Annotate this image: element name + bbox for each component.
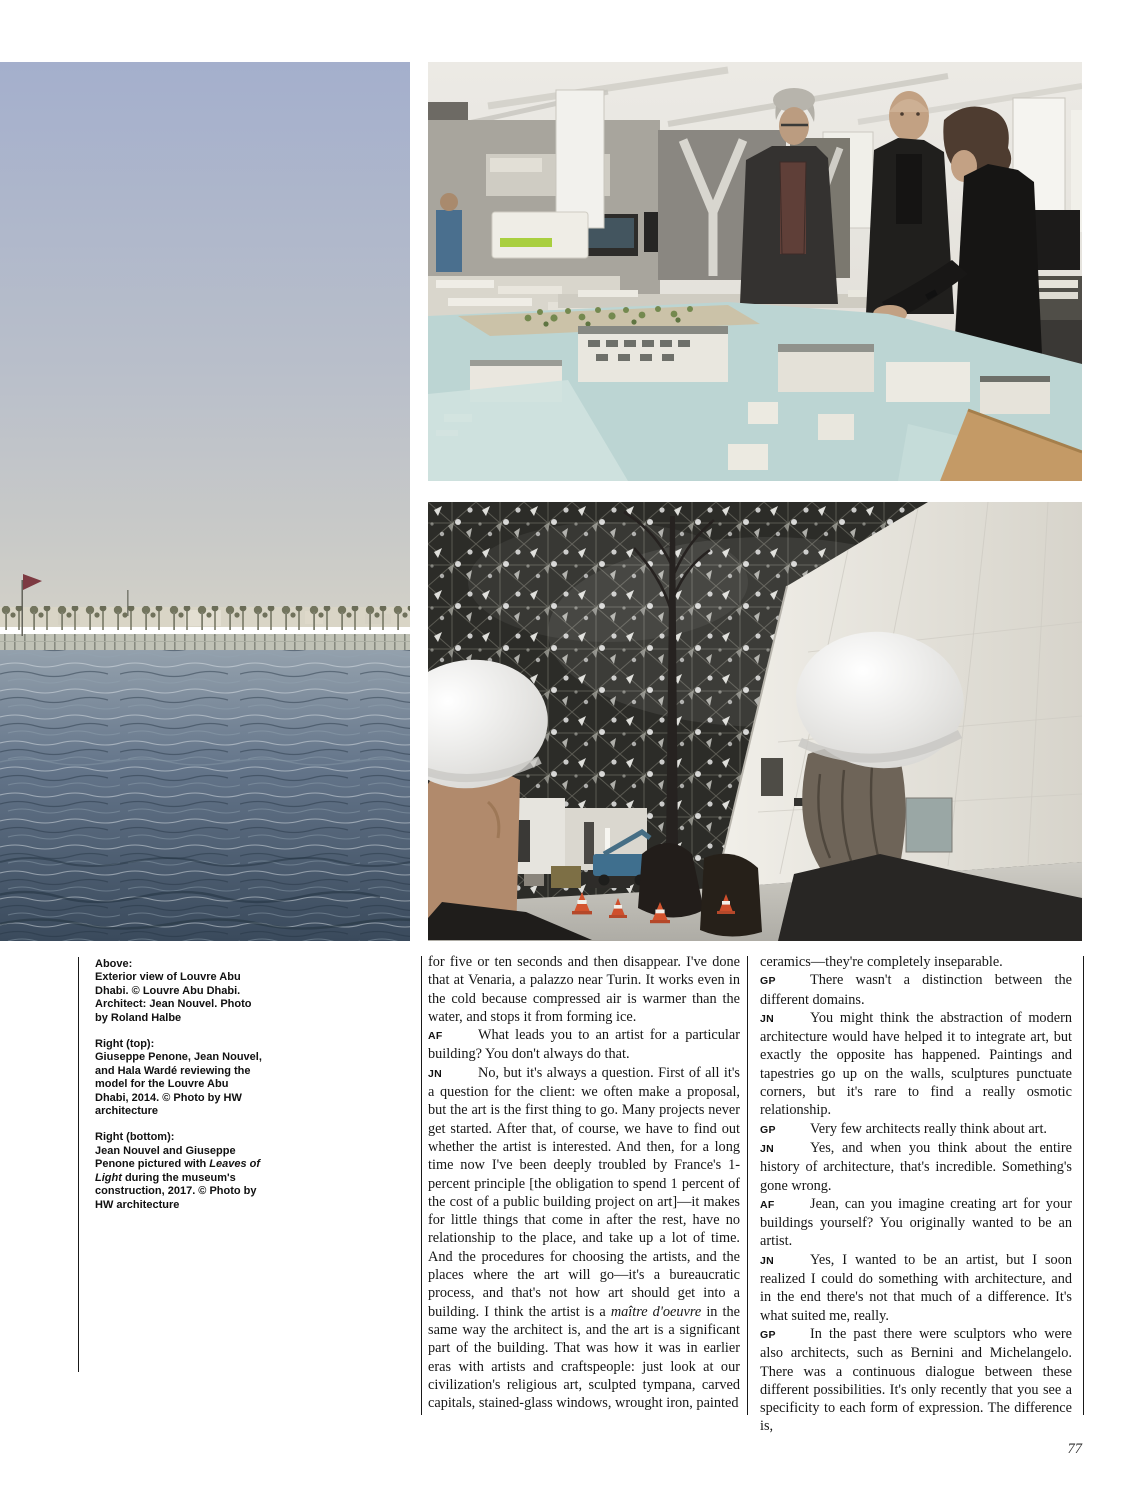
text-segment: ceramics—they're completely inseparable. [760, 954, 1003, 970]
speaker-initials: GP [760, 1328, 776, 1341]
column-rule-middle [747, 956, 748, 1415]
text-segment: What leads you to an artist for a particular building? You don't always do that. [428, 1027, 740, 1063]
text-segment: Yes, I wanted to be an artist, but I soon realized I could do something with architecture, and in the end there's not that much of a difference. It's what suited me, really. [760, 1251, 1072, 1324]
text-segment: Giuseppe Penone, Jean Nouvel, and Hala Wardé reviewing the model for the Louvre Abu Dhabi, 2014. © Photo by HW architecture [95, 1051, 262, 1118]
caption-heading: Above: [95, 958, 133, 970]
caption-text [95, 1145, 263, 1212]
speaker-initials: GP [760, 1123, 776, 1136]
paragraph [760, 1325, 1072, 1436]
paragraph [428, 1064, 740, 1413]
text-segment: No, but it's always a question. First of all it's a question for the client: we often make a proposal, but the art is the first thing to go. Many projects never get started. After that, of course, we have to find out whether the artist is interested. And then, for a long time now I've been deeply troubled by France's 1-percent principle [the obligation to spend 1 percent of the cost of a public building project on art]—it makes for little things that come in after the rest, have no relationship to the place, and take up a lot of time. And the procedures for choosing the artists, and the places where the art will go—it's a bureaucratic process, and that's not how art should get into a building. I think the artist is a [428, 1064, 740, 1320]
text-segment: Leaves of Light [95, 1158, 261, 1184]
speaker-initials: JN [760, 1142, 775, 1155]
captions [95, 958, 263, 1225]
text-segment: Very few architects really think about art. [810, 1120, 1047, 1137]
text-segment: for five or ten seconds and then disappear. I've done that at Venaria, a palazzo near Turin. It works even in the cold because compressed air is warmer than the water, and stops it from forming ice. [428, 954, 740, 1025]
photo-dome-construction [428, 502, 1082, 941]
paragraph [428, 1026, 740, 1064]
paragraph [760, 1139, 1072, 1195]
column-rule-right [1083, 956, 1084, 1415]
speaker-initials: AF [428, 1030, 443, 1043]
speaker-initials: AF [760, 1198, 775, 1211]
photo-sea-exterior [0, 62, 410, 941]
text-segment: There wasn't a distinction between the different domains. [760, 972, 1072, 1008]
paragraph [760, 1195, 1072, 1251]
text-segment: Yes, and when you think about the entire history of architecture, that's incredible. Something's gone wrong. [760, 1139, 1072, 1194]
paragraph [760, 1120, 1072, 1139]
paragraph [760, 971, 1072, 1009]
text-segment: Jean, can you imagine creating art for your buildings yourself? You originally wanted to be an artist. [760, 1195, 1072, 1250]
caption-text [95, 1051, 263, 1118]
speaker-initials: JN [760, 1012, 775, 1025]
speaker-initials: JN [760, 1254, 775, 1267]
text-segment: Exterior view of Louvre Abu Dhabi. © Louvre Abu Dhabi. Architect: Jean Nouvel. Photo by Roland Halbe [95, 971, 252, 1024]
text-segment: maître d'oeuvre [610, 1303, 702, 1320]
caption [95, 1038, 263, 1118]
article-column-1 [428, 953, 740, 1412]
text-segment: You might think the abstraction of modern architecture would have helped it to integrate art, but exactly the opposite has happened. Paintings and tapestries go up on the walls, sculptures punctuate corners, but it's rare to find a really osmotic relationship. [760, 1009, 1072, 1119]
text-segment: Jean Nouvel and Giuseppe Penone pictured with [95, 1144, 236, 1171]
caption-heading: Right (top): [95, 1038, 155, 1051]
paragraph [428, 953, 740, 1026]
paragraph [760, 1009, 1072, 1120]
caption [95, 958, 263, 1025]
page-number: 77 [1067, 1441, 1082, 1457]
paragraph [760, 1251, 1072, 1325]
caption-heading: Right (bottom): [95, 1131, 175, 1144]
article-column-2 [760, 953, 1072, 1436]
caption-text [95, 971, 263, 1025]
text-segment: in the same way the architect is, and the art is a significant part of the building. That was how it was in earlier eras with artists and craftspeople: just look at our civilization's religious art, sculpted tympana, carved capitals, stained-glass windows, wrought iron, painted [428, 1303, 740, 1412]
caption-rule [78, 957, 79, 1372]
text-segment: during the museum's construction, 2017. © Photo by HW architecture [95, 1171, 257, 1211]
speaker-initials: JN [428, 1067, 443, 1080]
paragraph [760, 953, 1072, 971]
speaker-initials: GP [760, 975, 776, 988]
photo-model-review [428, 62, 1082, 481]
caption [95, 1131, 263, 1211]
text-segment: In the past there were sculptors who were also architects, such as Bernini and Michelangelo. There was a continuous dialogue between these different possibilities. It's only recently that you see a specificity to each form of expression. The difference is, [760, 1325, 1072, 1435]
column-rule-left [421, 956, 422, 1415]
